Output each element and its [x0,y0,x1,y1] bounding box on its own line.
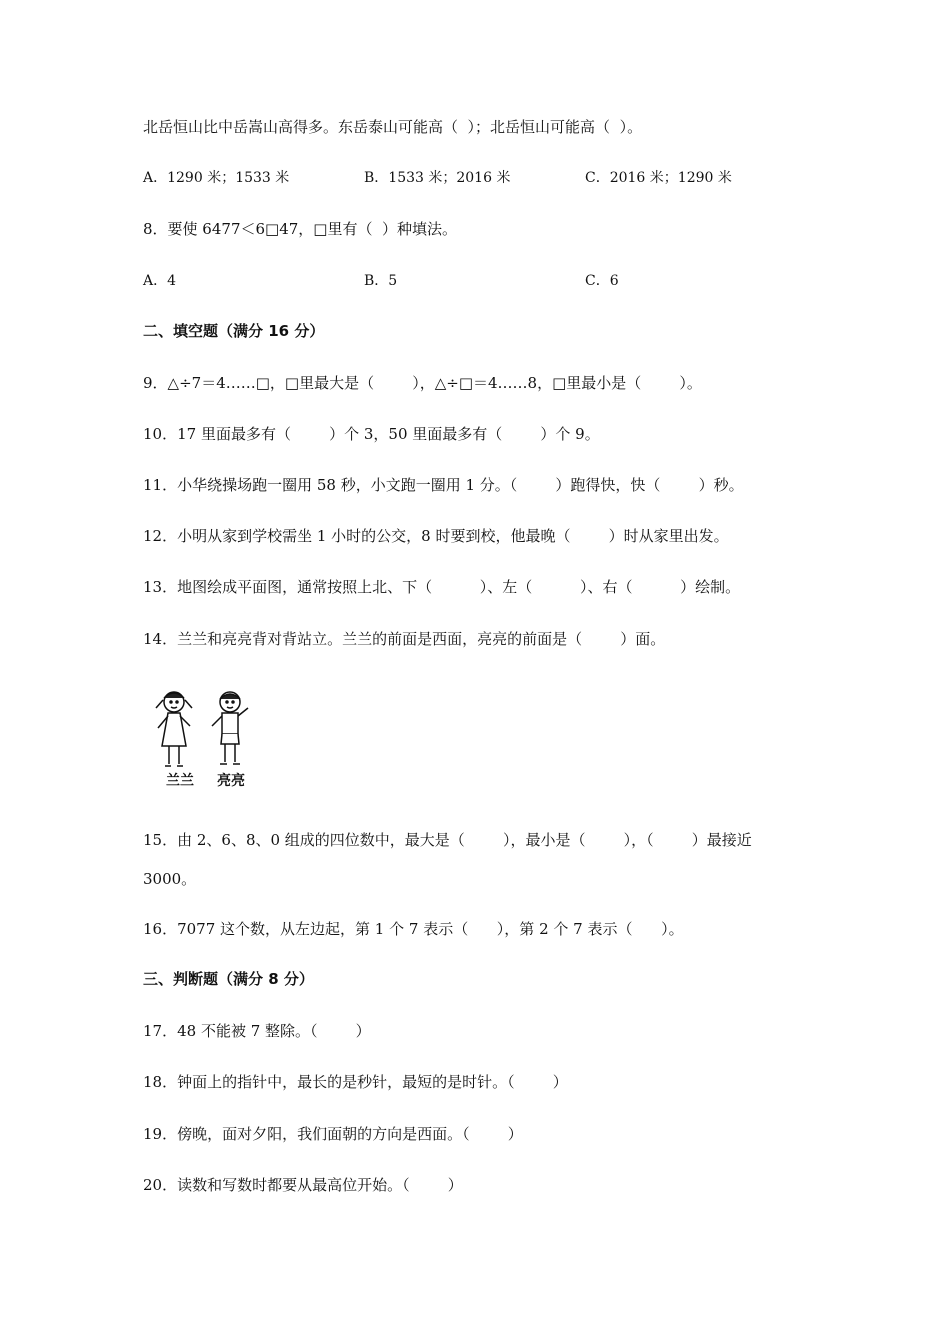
question-12: 12．小明从家到学校需坐 1 小时的公交，8 时要到校，他最晚（ ）时从家里出发。 [143,527,729,545]
question-15: 15．由 2、6、8、0 组成的四位数中，最大是（ ），最小是（ ），（ ）最接近 [143,831,752,849]
question-14: 14．兰兰和亮亮背对背站立。兰兰的前面是西面，亮亮的前面是（ ）面。 [143,630,666,648]
q8-option-c: C．6 [585,273,619,289]
q7-option-c: C．2016 米；1290 米 [585,170,732,186]
question-8: 8．要使 6477＜6□47，□里有（ ）种填法。 [143,220,457,238]
question-15-continued: 3000。 [143,870,197,888]
q8-option-b: B．5 [364,273,398,289]
children-drawing [150,686,260,770]
question-17: 17．48 不能被 7 整除。（ ） [143,1022,371,1040]
section-2-heading: 二、填空题（满分 16 分） [143,322,325,340]
question-11: 11．小华绕操场跑一圈用 58 秒，小文跑一圈用 1 分。（ ）跑得快，快（ ）秒。 [143,476,744,494]
section-3-heading: 三、判断题（满分 8 分） [143,970,314,988]
question-10: 10．17 里面最多有（ ）个 3，50 里面最多有（ ）个 9。 [143,425,600,443]
children-illustration [150,686,260,794]
girl-figure [156,692,192,766]
question-7-continued: 北岳恒山比中岳嵩山高得多。东岳泰山可能高（ ）；北岳恒山可能高（ ）。 [143,118,643,136]
q7-option-b: B．1533 米；2016 米 [364,170,511,186]
boy-figure [212,692,248,764]
q8-option-a: A．4 [143,273,177,289]
question-19: 19．傍晚，面对夕阳，我们面朝的方向是西面。（ ） [143,1125,523,1143]
girl-name-label: 兰兰 [166,773,194,789]
question-9: 9．△÷7＝4……□，□里最大是（ ），△÷□＝4……8，□里最小是（ ）。 [143,374,702,392]
question-20: 20．读数和写数时都要从最高位开始。（ ） [143,1176,463,1194]
question-18: 18．钟面上的指针中，最长的是秒针，最短的是时针。（ ） [143,1073,568,1091]
question-13: 13．地图绘成平面图，通常按照上北、下（ ）、左（ ）、右（ ）绘制。 [143,578,741,596]
q7-option-a: A．1290 米；1533 米 [143,170,290,186]
question-16: 16．7077 这个数，从左边起，第 1 个 7 表示（ ），第 2 个 7 表示（ ）。 [143,920,684,938]
boy-name-label: 亮亮 [217,773,245,789]
